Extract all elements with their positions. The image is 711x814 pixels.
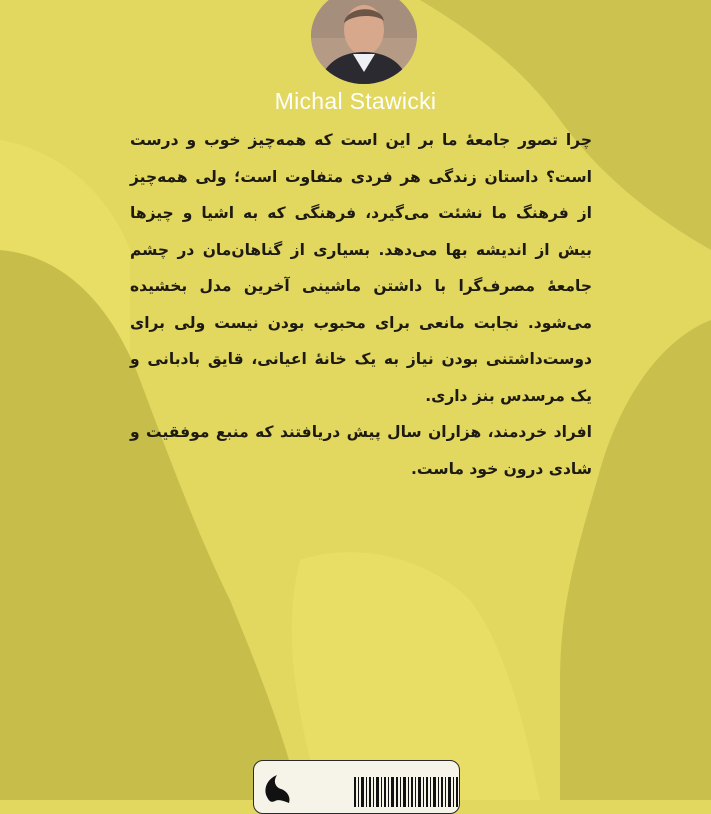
author-name: Michal Stawicki (274, 88, 437, 114)
back-cover-blurb (130, 122, 592, 487)
barcode-icon (354, 777, 458, 807)
bird-logo-icon (257, 767, 299, 807)
blurb-paragraph-2: افراد خردمند، هزاران سال پیش دریافتند که منبع موفقیت و شادی درون خود ماست. (130, 423, 592, 478)
barcode-panel (253, 760, 460, 814)
blurb-paragraph-1: چرا تصور جامعهٔ ما بر این است که همه‌چیز خوب و درست است؟ داستان زندگی هر فردی متفاوت است؛ ولی همه‌چیز از فرهنگ ما نشئت می‌گیرد، فرهنگی که به اشیا و چیزها بیش از اندیشه بها می‌دهد. بسیاری از گناهان‌مان در چشم جامعهٔ مصرف‌گرا با داشتن ماشینی آخرین مدل بخشیده می‌شود. نجابت مانعی برای محبوب بودن نیست ولی برای دوست‌داشتنی بودن نیاز به یک خانهٔ اعیانی، قایق بادبانی و یک مرسدس بنز داری. (130, 131, 592, 405)
